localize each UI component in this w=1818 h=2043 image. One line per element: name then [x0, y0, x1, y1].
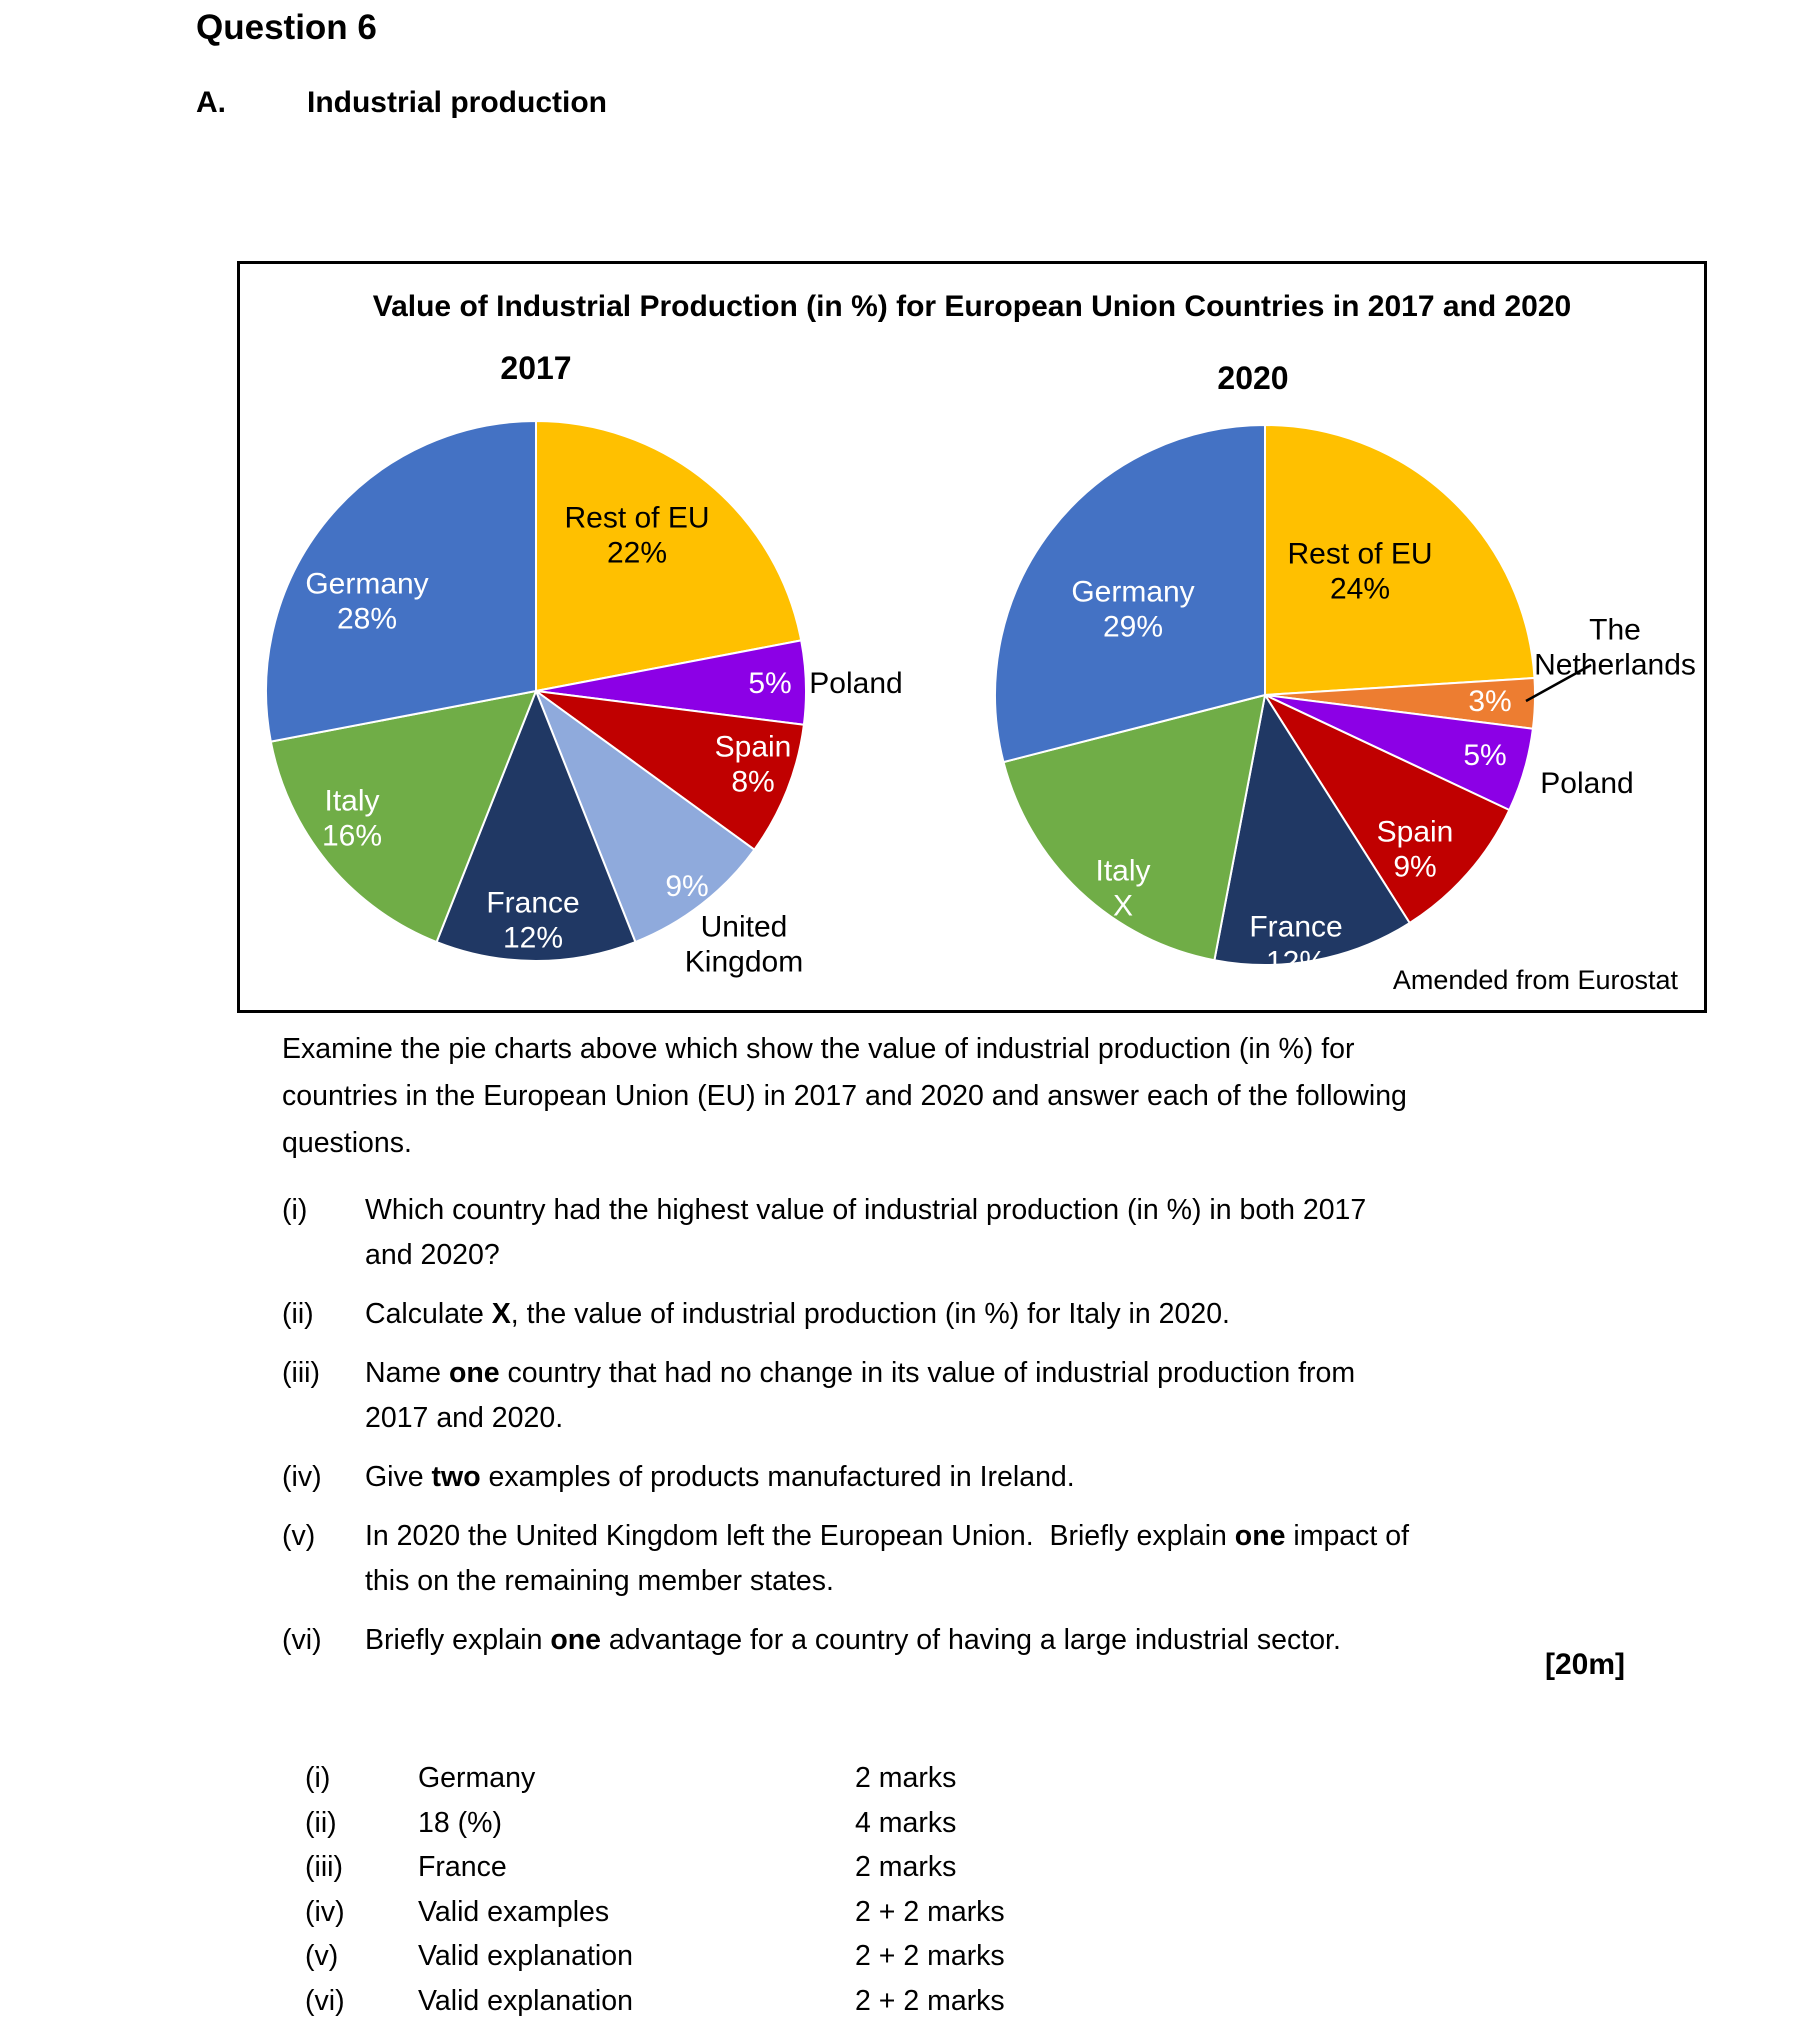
pie-year-label-2020: 2020 — [1217, 360, 1289, 396]
question-item-iv — [282, 1455, 1409, 1500]
slice-outside-label-poland-2017: Poland — [809, 666, 903, 700]
question-item-v — [282, 1514, 1409, 1604]
question-number: (i) — [282, 1194, 308, 1226]
slice-label-germany-2017: Germany — [305, 567, 429, 601]
pie-svg-2017 — [256, 411, 1076, 1031]
slice-label-united-kingdom-2017: 9% — [665, 869, 709, 903]
slice-label-germany-2017: 28% — [336, 602, 398, 636]
slice-label-the-netherlands-2020: 3% — [1468, 684, 1512, 718]
answer-row-iv — [305, 1890, 1005, 1935]
source-note: Amended from Eurostat — [1392, 965, 1678, 995]
question-text-line: Briefly explain one advantage for a country of having a large industrial sector. — [365, 1624, 1341, 1656]
slice-label-rest-of-eu-2017: Rest of EU — [564, 501, 710, 535]
slice-label-italy-2020: Italy — [1095, 854, 1151, 888]
slice-outside-label-united-kingdom-2017: United — [700, 910, 788, 944]
answer-number: (iv) — [305, 1895, 345, 1928]
answer-number: (v) — [305, 1940, 339, 1972]
answer-marks: 4 marks — [855, 1806, 957, 1839]
answer-marks: 2 marks — [855, 1762, 957, 1794]
answer-marks: 2 marks — [855, 1851, 957, 1883]
slice-label-spain-2017: Spain — [714, 730, 792, 764]
slice-label-rest-of-eu-2020: Rest of EU — [1287, 537, 1433, 571]
answer-text: Valid examples — [418, 1895, 610, 1928]
answer-marks: 2 + 2 marks — [855, 1895, 1005, 1928]
question-text-line: Calculate X, the value of industrial production (in %) for Italy in 2020. — [365, 1298, 1230, 1330]
answer-number: (vi) — [305, 1984, 345, 2017]
question-text-line: Which country had the highest value of industrial production (in %) in both 2017 — [365, 1194, 1367, 1226]
question-text-line: In 2020 the United Kingdom left the European Union. Briefly explain one impact of — [365, 1520, 1410, 1552]
answer-number: (ii) — [305, 1806, 337, 1839]
total-marks: [20m] — [1544, 1648, 1625, 1681]
slice-label-rest-of-eu-2020: 24% — [1329, 572, 1391, 606]
instructions-line: countries in the European Union (EU) in 2017 and 2020 and answer each of the following — [282, 1080, 1407, 1112]
question-item-ii — [282, 1292, 1409, 1337]
answer-row-vi — [305, 1979, 1005, 2024]
question-number: (v) — [282, 1520, 316, 1552]
question-text — [365, 1514, 1409, 1604]
slice-outside-label-united-kingdom-2017: Kingdom — [684, 945, 804, 979]
slice-label-italy-2017: Italy — [324, 784, 380, 818]
instructions-line: questions. — [282, 1127, 412, 1159]
answer-row-v — [305, 1934, 1005, 1979]
pie-year-label-2017: 2017 — [500, 350, 572, 386]
figure-title: Value of Industrial Production (in %) for European Union Countries in 2017 and 2020 — [372, 290, 1572, 323]
question-text-line: 2017 and 2020. — [365, 1402, 564, 1434]
question-text — [365, 1618, 1341, 1663]
question-list — [282, 1188, 1409, 1677]
question-number: (iii) — [282, 1357, 320, 1389]
section-heading — [196, 86, 607, 120]
question-text — [365, 1351, 1355, 1441]
question-text-line: and 2020? — [365, 1239, 500, 1271]
figure-box — [237, 261, 1707, 1013]
slice-label-spain-2017: 8% — [731, 765, 775, 799]
question-text-line: Give two examples of products manufactured in Ireland. — [365, 1461, 1075, 1493]
answer-row-iii — [305, 1845, 1005, 1890]
question-text-line: Name one country that had no change in its value of industrial production from — [365, 1357, 1356, 1389]
answer-text: Valid explanation — [418, 1984, 633, 2017]
slice-label-france-2017: France — [486, 886, 580, 920]
question-number: (vi) — [282, 1624, 322, 1656]
slice-outside-label-the-netherlands-2020: The — [1589, 613, 1641, 647]
slice-label-france-2020: 12% — [1265, 945, 1327, 979]
question-text — [365, 1455, 1075, 1500]
page-title: Question 6 — [196, 8, 377, 47]
slice-label-italy-2017: 16% — [321, 819, 383, 853]
answer-row-ii — [305, 1801, 1005, 1846]
question-number: (iv) — [282, 1461, 322, 1493]
slice-outside-label-poland-2020: Poland — [1540, 766, 1634, 800]
slice-label-rest-of-eu-2017: 22% — [606, 536, 668, 570]
slice-label-spain-2020: Spain — [1376, 815, 1454, 849]
question-number: (ii) — [282, 1298, 314, 1330]
question-item-iii — [282, 1351, 1409, 1441]
question-text — [365, 1188, 1366, 1278]
answer-text: Germany — [418, 1762, 536, 1794]
question-text-line: this on the remaining member states. — [365, 1565, 834, 1597]
slice-label-poland-2017: 5% — [748, 666, 792, 700]
instructions-paragraph — [282, 1026, 1407, 1167]
section-letter: A. — [196, 86, 226, 119]
answer-key — [305, 1756, 1005, 2023]
answer-text: Valid explanation — [418, 1940, 633, 1972]
answer-text: 18 (%) — [418, 1806, 502, 1839]
answer-marks: 2 + 2 marks — [855, 1984, 1005, 2017]
slice-label-france-2020: France — [1249, 910, 1343, 944]
slice-label-spain-2020: 9% — [1393, 850, 1437, 884]
answer-text: France — [418, 1851, 507, 1883]
pie-chart-2020 — [985, 415, 1805, 1035]
answer-number: (i) — [305, 1762, 331, 1794]
answer-row-i — [305, 1756, 1005, 1801]
slice-outside-label-the-netherlands-2020: Netherlands — [1534, 648, 1696, 682]
answer-number: (iii) — [305, 1851, 343, 1883]
question-text — [365, 1292, 1230, 1337]
slice-label-germany-2020: Germany — [1071, 575, 1195, 609]
pie-chart-2017 — [256, 411, 1076, 1031]
slice-label-germany-2020: 29% — [1102, 610, 1164, 644]
section-title: Industrial production — [307, 86, 607, 119]
answer-marks: 2 + 2 marks — [855, 1940, 1005, 1972]
instructions-line: Examine the pie charts above which show the value of industrial production (in %) for — [282, 1033, 1355, 1065]
question-item-i — [282, 1188, 1409, 1278]
slice-label-italy-2020: X — [1112, 889, 1134, 923]
slice-label-poland-2020: 5% — [1463, 738, 1507, 772]
slice-label-france-2017: 12% — [502, 921, 564, 955]
pie-svg-2020 — [985, 415, 1805, 1035]
